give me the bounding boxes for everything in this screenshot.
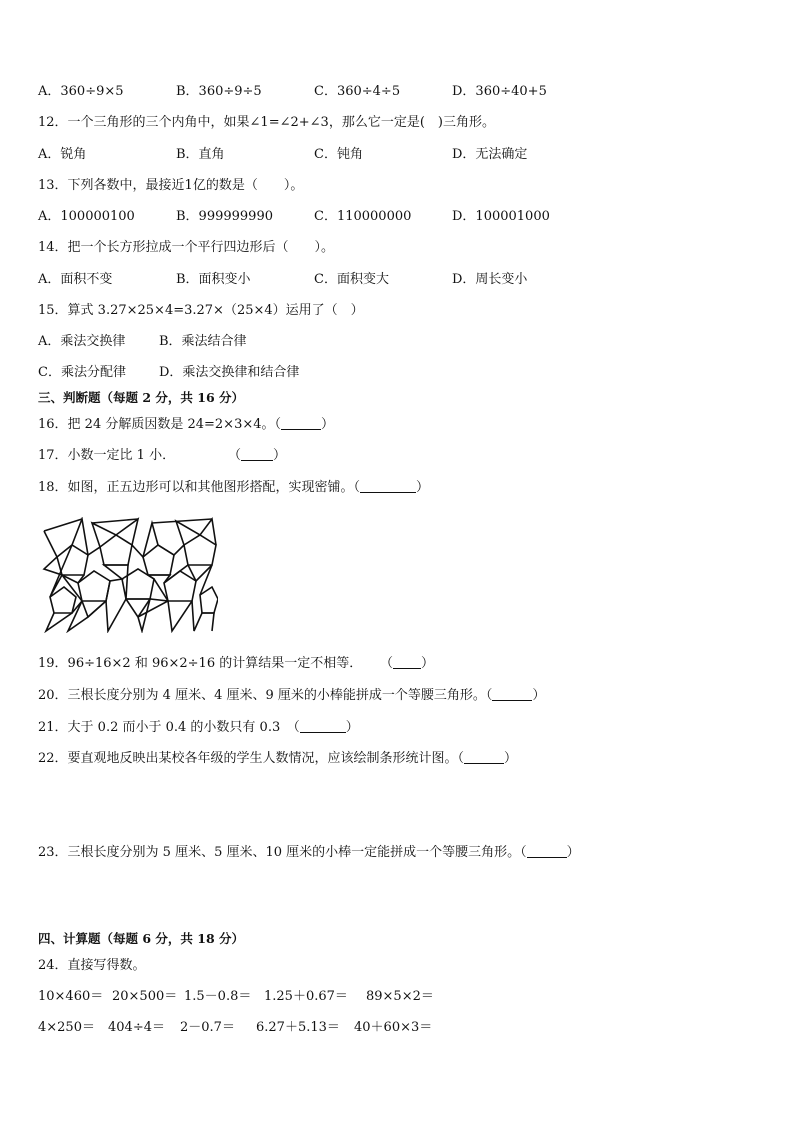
calc-item: 10×460＝ (38, 989, 104, 1004)
q14-option-c: C．面积变大 (314, 272, 389, 287)
q19-open: （ (380, 656, 394, 671)
q18-answer-blank[interactable] (360, 480, 416, 493)
q20-close: ） (532, 688, 546, 703)
q23-close: ） (566, 845, 580, 860)
q13-text: 13．下列各数中，最接近1亿的数是（ ）。 (38, 178, 304, 193)
calc-item: 89×5×2＝ (366, 989, 434, 1004)
q21-line (38, 719, 359, 737)
q13-option-d: D．100001000 (452, 209, 550, 224)
q11-option-c: C．360÷4÷5 (314, 84, 401, 99)
section-4-heading: 四、计算题（每题 6 分，共 18 分） (38, 931, 245, 946)
pentagon-tessellation-figure (42, 517, 218, 633)
q15-option-c: C．乘法分配律 (38, 365, 126, 380)
q19-answer-blank[interactable] (393, 656, 421, 669)
q17-answer-blank[interactable] (241, 448, 273, 461)
q20-text: 20．三根长度分别为 4 厘米、4 厘米、9 厘米的小棒能拼成一个等腰三角形。（ (38, 688, 493, 703)
q19-line (38, 655, 362, 673)
q17-text: 17．小数一定比 1 小． (38, 448, 176, 463)
q13-option-b: B．999999990 (176, 209, 273, 224)
q22-text: 22．要直观地反映出某校各年级的学生人数情况，应该绘制条形统计图。（ (38, 751, 465, 766)
calc-item: 20×500＝ (112, 989, 178, 1004)
q22-close: ） (504, 751, 518, 766)
q19-answer (380, 655, 434, 673)
q15-option-b: B．乘法结合律 (159, 334, 247, 349)
calc-item: 6.27＋5.13＝ (256, 1020, 340, 1035)
q14-option-d: D．周长变小 (452, 272, 528, 287)
q18-text: 18．如图，正五边形可以和其他图形搭配，实现密铺。（ (38, 480, 361, 495)
q17-line (38, 447, 175, 465)
q18-line (38, 479, 429, 497)
q22-answer-blank[interactable] (464, 751, 504, 764)
q16-close: ） (321, 417, 335, 432)
q11-option-d: D．360÷40+5 (452, 84, 547, 99)
calc-item: 2－0.7＝ (180, 1020, 235, 1035)
q20-answer-blank[interactable] (492, 688, 532, 701)
q14-text: 14．把一个长方形拉成一个平行四边形后（ ）。 (38, 240, 335, 255)
calc-item: 1.25＋0.67＝ (264, 989, 348, 1004)
q19-close: ） (421, 656, 435, 671)
q12-text: 12．一个三角形的三个内角中，如果∠1=∠2+∠3，那么它一定是( )三角形。 (38, 115, 495, 130)
q19-text: 19．96÷16×2 和 96×2÷16 的计算结果一定不相等． (38, 656, 363, 671)
q12-option-a: A．锐角 (38, 147, 87, 162)
q16-text: 16．把 24 分解质因数是 24=2×3×4。（ (38, 417, 282, 432)
pentagon-2 (100, 535, 132, 565)
calc-item: 40＋60×3＝ (354, 1020, 433, 1035)
q20-line (38, 687, 545, 705)
q11-option-a: A．360÷9×5 (38, 84, 124, 99)
q12-option-b: B．直角 (176, 147, 225, 162)
q23-answer-blank[interactable] (527, 845, 567, 858)
pentagon-4 (184, 535, 216, 565)
calc-item: 4×250＝ (38, 1020, 95, 1035)
q22-line (38, 750, 517, 768)
q14-option-a: A．面积不变 (38, 272, 113, 287)
q24-text: 24．直接写得数。 (38, 958, 146, 973)
q13-option-a: A．100000100 (38, 209, 135, 224)
q17-answer (228, 447, 286, 465)
q15-text: 15．算式 3.27×25×4=3.27×（25×4）运用了（ ） (38, 303, 364, 318)
pentagon-9 (200, 587, 218, 613)
calc-item: 404÷4＝ (108, 1020, 165, 1035)
calc-item: 1.5－0.8＝ (184, 989, 252, 1004)
q21-text: 21．大于 0.2 而小于 0.4 的小数只有 0.3 （ (38, 720, 300, 735)
q21-close: ） (345, 720, 359, 735)
q21-answer-blank[interactable] (300, 720, 346, 733)
q18-close: ） (416, 480, 430, 495)
q15-option-d: D．乘法交换律和结合律 (159, 365, 300, 380)
q23-line (38, 844, 580, 862)
q11-option-b: B．360÷9÷5 (176, 84, 262, 99)
q12-option-d: D．无法确定 (452, 147, 528, 162)
q16-answer-blank[interactable] (281, 417, 321, 430)
q16-line (38, 416, 334, 434)
q23-text: 23．三根长度分别为 5 厘米、5 厘米、10 厘米的小棒一定能拼成一个等腰三角形。（ (38, 845, 527, 860)
q17-open: （ (228, 448, 242, 463)
pentagon-3 (143, 545, 174, 575)
q13-option-c: C．110000000 (314, 209, 412, 224)
q12-option-c: C．钝角 (314, 147, 363, 162)
q15-option-a: A．乘法交换律 (38, 334, 126, 349)
q14-option-b: B．面积变小 (176, 272, 251, 287)
q17-close: ） (273, 448, 287, 463)
star-edges-bottom (46, 599, 214, 631)
section-3-heading: 三、判断题（每题 2 分，共 16 分） (38, 390, 245, 405)
